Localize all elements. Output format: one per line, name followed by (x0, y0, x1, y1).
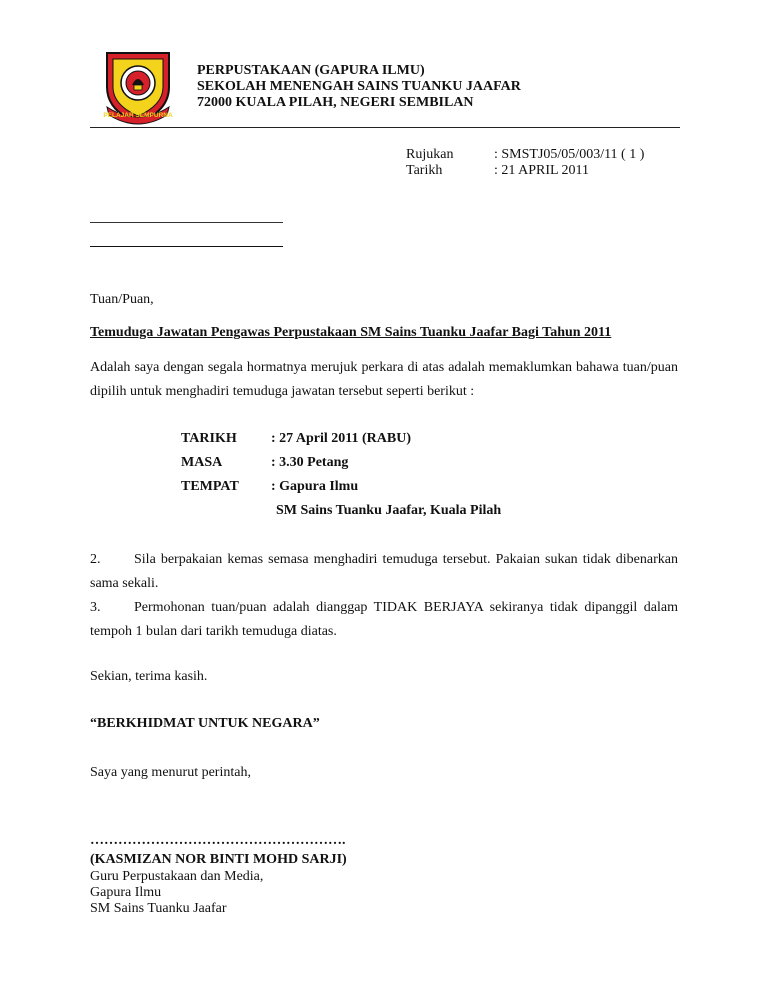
signatory-title-1: Guru Perpustakaan dan Media, (90, 869, 264, 884)
svg-text:PELAJAR SEMPURNA: PELAJAR SEMPURNA (103, 112, 173, 119)
date-label: Tarikh (406, 163, 443, 178)
signatory-name: (KASMIZAN NOR BINTI MOHD SARJI) (90, 852, 347, 867)
header-divider (90, 127, 680, 128)
header-line2: SEKOLAH MENENGAH SAINS TUANKU JAAFAR (197, 79, 521, 94)
paragraph-2-text: Sila berpakaian kemas semasa menghadiri temuduga tersebut. Pakaian sukan tidak dibenarkan sama sekali. (90, 552, 678, 591)
header-line1: PERPUSTAKAAN (GAPURA ILMU) (197, 63, 425, 78)
date-value: : 21 APRIL 2011 (494, 163, 590, 178)
signature-dots: ………………………………………………. (90, 833, 346, 848)
intro-paragraph: Adalah saya dengan segala hormatnya merujuk perkara di atas adalah memaklumkan bahawa tuan/puan dipilih untuk menghadiri temuduga jawatan tersebut seperti berikut : (90, 360, 678, 399)
detail-value-time: : 3.30 Petang (271, 455, 349, 470)
subject-line: Temuduga Jawatan Pengawas Perpustakaan SM Sains Tuanku Jaafar Bagi Tahun 2011 (90, 325, 612, 340)
detail-value-place: : Gapura Ilmu (271, 479, 359, 494)
sign-intro: Saya yang menurut perintah, (90, 765, 251, 780)
address-line-1 (90, 222, 283, 223)
header-line3: 72000 KUALA PILAH, NEGERI SEMBILAN (197, 95, 474, 110)
paragraph-2 (90, 548, 678, 596)
ref-label: Rujukan (406, 147, 454, 162)
detail-label-time: MASA (181, 455, 223, 470)
paragraph-2-number: 2. (90, 552, 101, 567)
detail-value-date: : 27 April 2011 (RABU) (271, 431, 411, 446)
motto: “BERKHIDMAT UNTUK NEGARA” (90, 716, 320, 731)
detail-label-date: TARIKH (181, 431, 237, 446)
paragraph-3-number: 3. (90, 600, 101, 615)
detail-label-place: TEMPAT (181, 479, 239, 494)
signatory-title-3: SM Sains Tuanku Jaafar (90, 901, 227, 916)
detail-place-extra: SM Sains Tuanku Jaafar, Kuala Pilah (276, 503, 502, 518)
school-crest-icon (101, 45, 175, 125)
paragraph-3 (90, 596, 678, 644)
address-line-2 (90, 246, 283, 247)
crest-svg (101, 45, 175, 125)
paragraph-3-text: Permohonan tuan/puan adalah dianggap TIDAK BERJAYA sekiranya tidak dipanggil dalam tempoh 1 bulan dari tarikh temuduga diatas. (90, 600, 678, 639)
ref-value: : SMSTJ05/05/003/11 ( 1 ) (494, 147, 645, 162)
salutation: Tuan/Puan, (90, 292, 154, 307)
signatory-title-2: Gapura Ilmu (90, 885, 162, 900)
closing-text: Sekian, terima kasih. (90, 669, 208, 684)
